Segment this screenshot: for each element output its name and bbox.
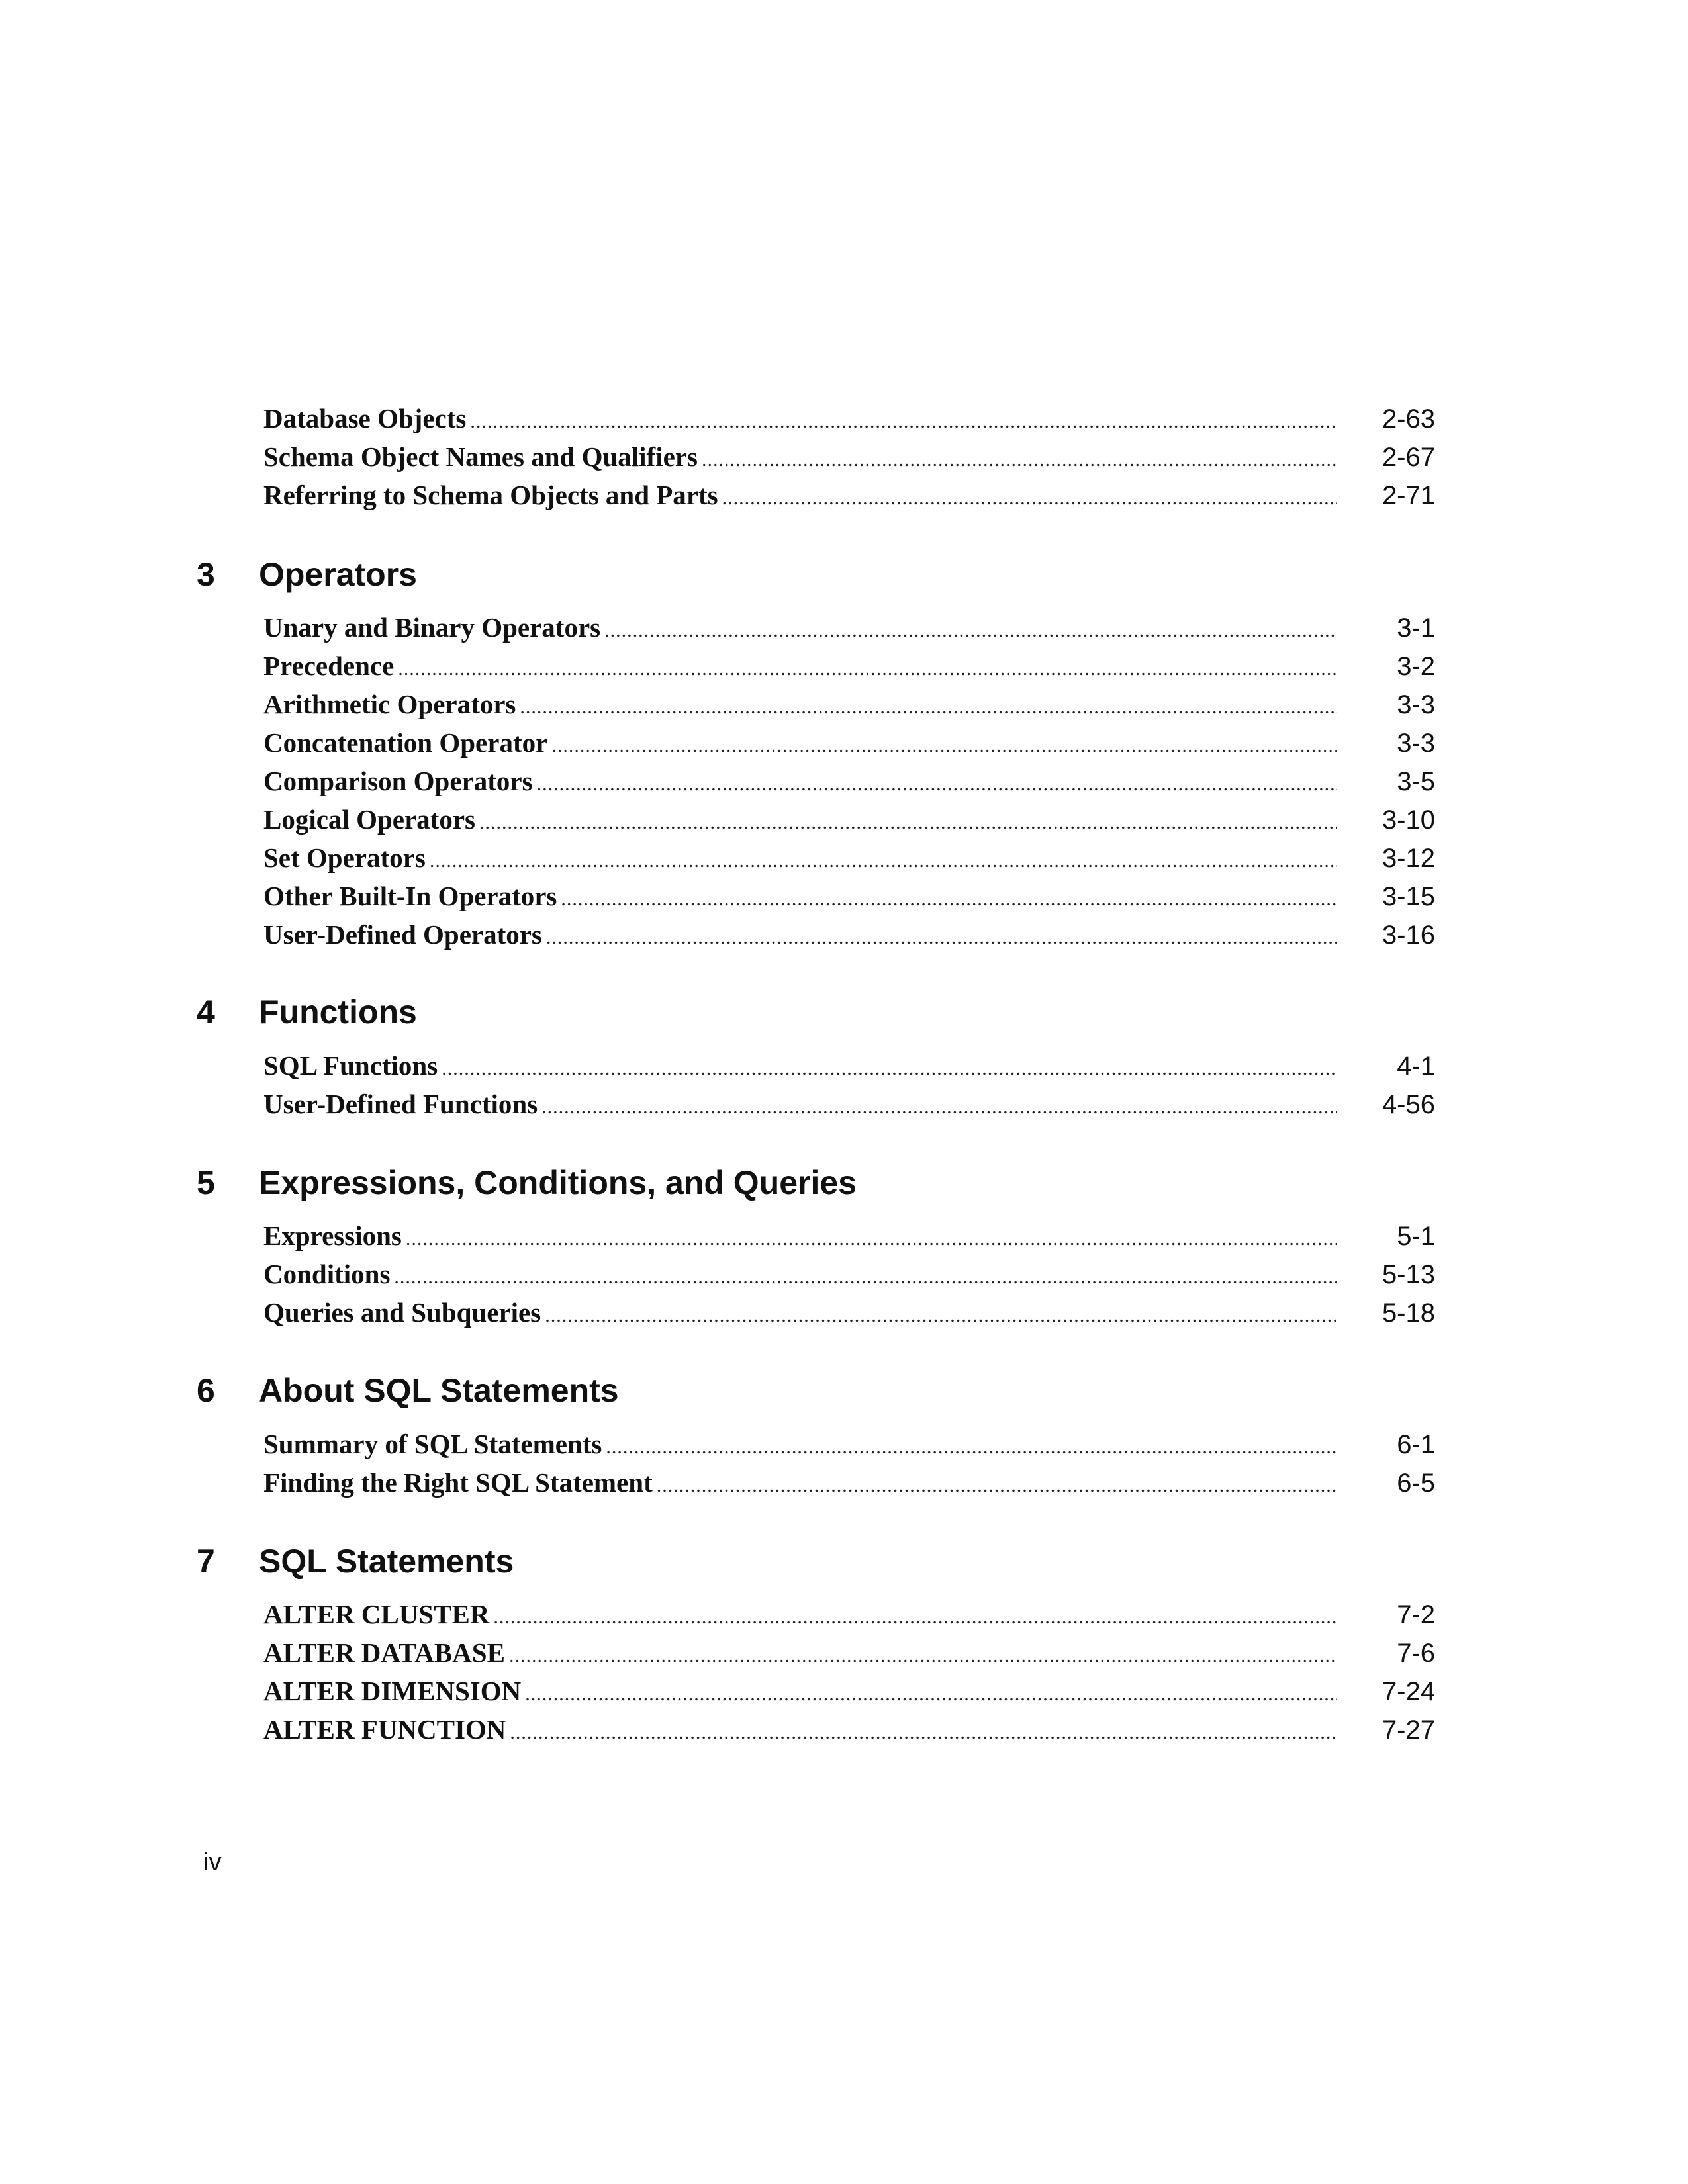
chapter-title: Operators <box>259 556 417 593</box>
toc-entry-page: 7-24 <box>1382 1677 1435 1706</box>
toc-entry[interactable] <box>263 1710 1435 1749</box>
toc-entry-title: SQL Functions <box>263 1050 438 1081</box>
dot-leader <box>442 1050 1337 1088</box>
dot-leader <box>604 612 1337 650</box>
toc-entry-page: 2-71 <box>1382 481 1435 510</box>
toc-entry-page: 6-5 <box>1397 1469 1435 1498</box>
toc-entry-title: Set Operators <box>263 842 426 873</box>
toc-entry[interactable] <box>263 1216 1435 1255</box>
toc-entry-title: User-Defined Operators <box>263 919 542 950</box>
dot-leader <box>722 479 1337 518</box>
toc-entry-title: Logical Operators <box>263 804 475 835</box>
toc-entry[interactable] <box>263 1595 1435 1633</box>
toc-entry[interactable] <box>263 1463 1435 1502</box>
dot-leader <box>545 1297 1337 1335</box>
toc-entry[interactable] <box>263 915 1435 954</box>
chapter-heading[interactable] <box>197 991 417 1033</box>
dot-leader <box>657 1467 1337 1505</box>
dot-leader <box>398 650 1337 688</box>
toc-entry-title: Summary of SQL Statements <box>263 1429 602 1459</box>
toc-entry-title: Database Objects <box>263 403 467 433</box>
toc-entry[interactable] <box>263 608 1435 647</box>
toc-entry-page: 5-1 <box>1397 1222 1435 1251</box>
chapter-heading[interactable] <box>197 1540 514 1582</box>
toc-entry-title: Schema Object Names and Qualifiers <box>263 441 698 472</box>
toc-entry[interactable] <box>263 723 1435 762</box>
toc-entry-page: 5-13 <box>1382 1260 1435 1289</box>
chapter-heading[interactable] <box>197 1369 619 1412</box>
toc-entry[interactable] <box>263 1633 1435 1672</box>
toc-entry-page: 7-6 <box>1397 1639 1435 1668</box>
page-number: iv <box>203 1848 222 1876</box>
chapter-number: 7 <box>197 1543 215 1580</box>
toc-entry-title: Queries and Subqueries <box>263 1297 541 1328</box>
dot-leader <box>546 919 1337 957</box>
toc-entry[interactable] <box>263 877 1435 915</box>
dot-leader <box>525 1675 1337 1713</box>
dot-leader <box>551 727 1337 765</box>
toc-entry-page: 3-3 <box>1397 690 1435 719</box>
toc-entry-title: Referring to Schema Objects and Parts <box>263 480 718 510</box>
toc-entry-page: 4-1 <box>1397 1052 1435 1081</box>
toc-entry-page: 2-67 <box>1382 443 1435 472</box>
chapter-title: Functions <box>259 993 417 1030</box>
toc-entry-title: Comparison Operators <box>263 766 533 796</box>
toc-entry-page: 3-3 <box>1397 729 1435 758</box>
chapter-number: 5 <box>197 1164 215 1201</box>
toc-entry-page: 3-1 <box>1397 614 1435 643</box>
toc-entry-page: 3-12 <box>1382 844 1435 873</box>
toc-entry[interactable] <box>263 839 1435 877</box>
chapter-number: 4 <box>197 993 215 1030</box>
dot-leader <box>479 803 1337 842</box>
toc-entry-title: User-Defined Functions <box>263 1089 538 1119</box>
toc-entry-page: 7-27 <box>1382 1715 1435 1745</box>
dot-leader <box>606 1428 1337 1467</box>
toc-entry-page: 3-15 <box>1382 882 1435 911</box>
toc-entry-title: Unary and Binary Operators <box>263 612 601 643</box>
toc-entry-title: Conditions <box>263 1259 391 1289</box>
dot-leader <box>541 1088 1337 1126</box>
chapter-title: SQL Statements <box>259 1543 514 1580</box>
toc-entry[interactable] <box>263 399 1435 437</box>
toc-entry[interactable] <box>263 1046 1435 1085</box>
toc-entry[interactable] <box>263 800 1435 839</box>
chapter-title: About SQL Statements <box>259 1372 619 1409</box>
toc-entry[interactable] <box>263 1255 1435 1293</box>
toc-entry-page: 3-2 <box>1397 652 1435 681</box>
dot-leader <box>394 1258 1337 1297</box>
toc-entry-title: ALTER CLUSTER <box>263 1599 490 1629</box>
toc-entry-title: Concatenation Operator <box>263 727 548 758</box>
dot-leader <box>493 1598 1337 1637</box>
chapter-title: Expressions, Conditions, and Queries <box>259 1164 857 1201</box>
toc-entry-page: 5-18 <box>1382 1298 1435 1328</box>
toc-entry[interactable] <box>263 685 1435 723</box>
toc-entry-title: Finding the Right SQL Statement <box>263 1467 653 1498</box>
toc-entry-page: 3-10 <box>1382 805 1435 835</box>
toc-entry-title: Expressions <box>263 1220 402 1251</box>
toc-entry-title: Precedence <box>263 651 395 681</box>
dot-leader <box>510 1713 1337 1752</box>
dot-leader <box>537 765 1337 803</box>
toc-entry-title: Other Built-In Operators <box>263 881 557 911</box>
toc-entry-page: 3-16 <box>1382 921 1435 950</box>
chapter-number: 6 <box>197 1372 215 1409</box>
toc-entry[interactable] <box>263 762 1435 800</box>
toc-entry[interactable] <box>263 476 1435 514</box>
dot-leader <box>470 402 1337 441</box>
chapter-number: 3 <box>197 556 215 593</box>
toc-entry[interactable] <box>263 647 1435 685</box>
toc-entry[interactable] <box>263 1085 1435 1123</box>
dot-leader <box>430 842 1337 880</box>
chapter-heading[interactable] <box>197 1161 857 1204</box>
toc-entry-page: 3-5 <box>1397 767 1435 796</box>
toc-entry[interactable] <box>263 1425 1435 1463</box>
dot-leader <box>520 688 1337 727</box>
toc-entry[interactable] <box>263 1293 1435 1332</box>
toc-entry-page: 6-1 <box>1397 1430 1435 1459</box>
toc-entry[interactable] <box>263 1672 1435 1710</box>
dot-leader <box>509 1637 1337 1675</box>
dot-leader <box>702 441 1337 479</box>
chapter-heading[interactable] <box>197 553 417 596</box>
toc-entry-title: ALTER DIMENSION <box>263 1676 522 1706</box>
toc-entry-title: Arithmetic Operators <box>263 689 516 719</box>
toc-entry-page: 4-56 <box>1382 1090 1435 1119</box>
dot-leader <box>561 880 1337 919</box>
toc-entry-page: 2-63 <box>1382 404 1435 433</box>
toc-entry[interactable] <box>263 437 1435 476</box>
toc-entry-title: ALTER FUNCTION <box>263 1714 506 1745</box>
dot-leader <box>406 1220 1337 1258</box>
toc-entry-page: 7-2 <box>1397 1600 1435 1629</box>
toc-entry-title: ALTER DATABASE <box>263 1637 505 1668</box>
